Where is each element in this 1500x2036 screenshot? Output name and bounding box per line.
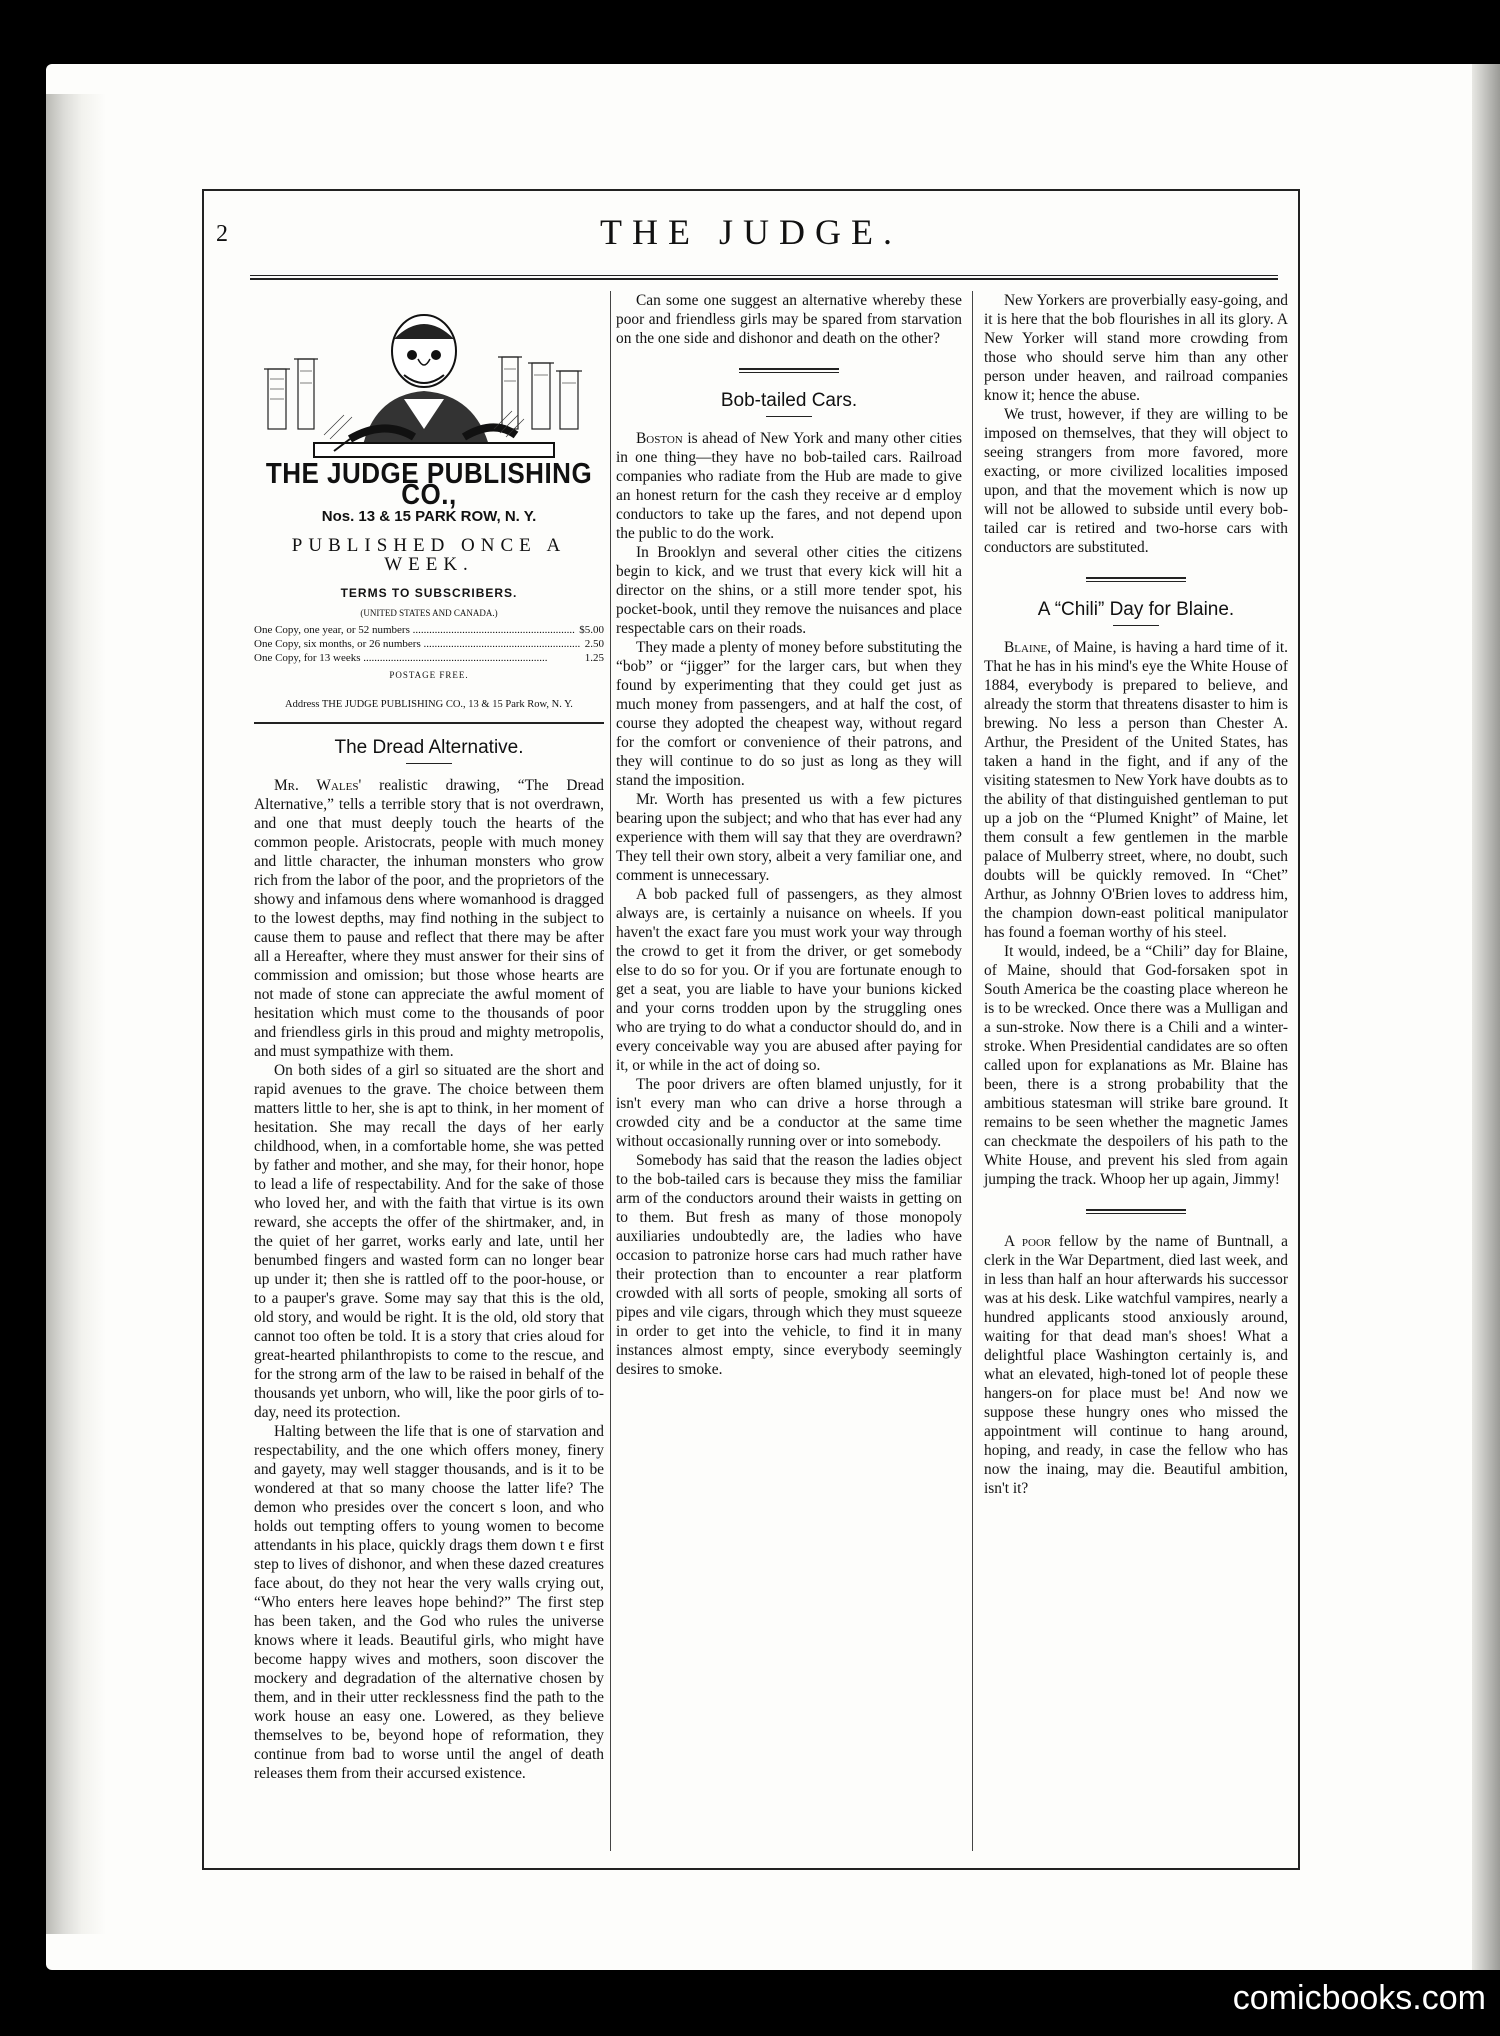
article-paragraph: New Yorkers are proverbially easy-going, and it is here that the bob flourishes in all its glory. A New Yorker will stand more crowding from those who should serve him than any other person under heaven, and railroad companies know it; hence the abuse. <box>984 292 1288 404</box>
article-paragraph: The poor drivers are often blamed unjustly, for it isn't every man who can drive a horse through a crowded city and be a conductor at the same time without occasionally running over or into somebody. <box>616 1076 962 1150</box>
terms-title: TERMS TO SUBSCRIBERS. <box>340 586 518 600</box>
terms-subtitle: (UNITED STATES AND CANADA.) <box>360 608 498 618</box>
masthead-rule <box>250 275 1278 280</box>
paragraph-text: is ahead of New York and many other cities in one thing—they have no bob-tailed cars. Railroad companies who radiate from the Hub are made to give an honest return for the cash they receive ar d employ conductors to take up the fares, and not depend upon the public to do the work. <box>616 430 962 542</box>
terms-label: One Copy, for 13 weeks ..... <box>254 651 581 665</box>
postage-note: POSTAGE FREE. <box>389 670 469 680</box>
article-paragraph: It would, indeed, be a “Chili” day for Blaine, of Maine, should that God-forsaken spot in South America be the coasting place whereon he is to be wrecked. Once there was a Mulligan and a sun-stroke. Now there is a Chili and a winter-stroke. When Presidential candidates are so often called upon for explanations as Mr. Blaine has been, there is a strong probability that the ambitious statesman will strike bare ground. It remains to be seen whether the magnetic James can checkmate the despoilers of his path to the White House, and prevent his sled from again jumping the track. Whoop her up again, Jimmy! <box>984 943 1288 1188</box>
lead-word: Blaine, <box>1004 639 1052 656</box>
page-edge <box>1472 64 1500 1970</box>
column-3 <box>984 291 1288 1498</box>
headline-dread-alternative: The Dread Alternative. <box>334 737 524 758</box>
article-paragraph: They made a plenty of money before substituting the “bob” or “jigger” for the larger cars, but when they found by experimenting that they could get just as much money from passengers, and at half the cost, of course they adopted the cheapest way, without regard for the comfort or convenience of their patrons, and they will continue to do so just as long as they will stand the imposition. <box>616 639 962 789</box>
headline-chili-day: A “Chili” Day for Blaine. <box>1037 599 1235 620</box>
article-paragraph <box>984 1232 1288 1498</box>
headline-rule <box>766 416 812 417</box>
terms-row <box>254 623 604 637</box>
article-paragraph: Can some one suggest an alternative whereby these poor and friendless girls may be spared from starvation on the one side and dishonor and death on the other? <box>616 292 962 347</box>
paragraph-text: of Maine, is having a hard time of it. That he has in his mind's eye the White House of 1884, everybody is prepared to believe, and already the storm that threatens disaster to him is brewing. No less a person than Chester A. Arthur, the President of the United States, has taken a hand in the fight, and if any of the visiting statesmen to New York have doubts as to the ability of that distinguished gentleman to put up a job on the “Plumed Knight” of Maine, let them consult a few gentlemen in the marble palace of Mulberry street, where, no doubt, such doubts will be quickly removed. In “Chet” Arthur, as Johnny O'Brien loves to address him, the champion down-east political manipulator has found a foeman worthy of his steel. <box>984 639 1288 941</box>
article-paragraph: Somebody has said that the reason the ladies object to the bob-tailed cars is because they miss the familiar arm of the conductors around their waists in getting on to them. But fresh as many of those monopoly auxiliaries undoubtedly are, the ladies who have occasion to patronize horse cars had much rather have their protection than to encounter a rear platform crowded with all sorts of people, smoking all sorts of pipes and vile cigars, through which they must squeeze in order to get into the vehicle, to find it in many instances almost empty, since everybody seemingly desires to smoke. <box>616 1152 962 1378</box>
headline-rule <box>1113 625 1159 626</box>
headline-bobtailed-cars: Bob-tailed Cars. <box>720 390 858 411</box>
column-1 <box>254 291 604 1783</box>
publication-frequency: PUBLISHED ONCE A WEEK. <box>291 535 567 575</box>
headline-rule <box>406 763 452 764</box>
article-paragraph <box>616 429 962 543</box>
masthead: THE JUDGE. <box>600 212 902 252</box>
article-paragraph: Halting between the life that is one of starvation and respectability, and the one which offers money, finery and gayety, may well stagger thousands, and is it to be wondered at that so many choose the latter life? The demon who presides over the concert s loon, and who holds out tempting offers to young women to become attendants in his place, quickly drags them down t e first step to lives of dishonor, and when these dazed creatures face about, do they not hear the very walls crying out, “Who enters here leaves hope behind?” The first step has been taken, and the God who rules the universe knows where it leads. Beautiful girls, who might have become happy wives and mothers, soon discover the mockery and degradation of the alternative chosen by them, and in their utter recklessness find the path to the work house an easy one. Lowered, as they believe themselves to be, beyond hope of reformation, they continue from bad to worse until the angel of death releases them from their accursed existence. <box>254 1423 604 1782</box>
terms-label: One Copy, six months, or 26 numbers ..... <box>254 637 581 651</box>
article-paragraph: Mr. Worth has presented us with a few pictures bearing upon the subject; and who that has ever had any experience with them will say that they are overdrawn? They tell their own story, albeit a very familiar one, and comment is unnecessary. <box>616 791 962 884</box>
binding-shadow <box>46 94 106 1934</box>
lead-word: Boston <box>636 430 683 447</box>
page-frame <box>202 189 1300 1870</box>
column-2 <box>616 291 962 1379</box>
article-paragraph: On both sides of a girl so situated are the short and rapid avenues to the grave. The choice between them matters little to her, she is apt to think, in her moment of hesitation. She may recall the days of her early childhood, when, in a comfortable home, she was petted by father and mother, and she may, for their honor, hope to lead a life of respectability. And for the sake of those who loved her, and with the faith that virtue is its own reward, she accepts the offer of the shirtmaker, and, in the quiet of her garret, works early and late, until her benumbed fingers and wasted form can no longer bear up under it; then she is rattled off to the poor-house, or to a pauper's grave. Some may say that this is the old, old story, and would be right. It is the old, old story that cannot too often be told. It is a story that cries aloud for great-hearted philanthropists to come to the rescue, and for the strong arm of the law to be raised in behalf of the thousands yet unborn, who will, like the poor girls of to-day, need its protection. <box>254 1062 604 1421</box>
terms-row <box>254 637 604 651</box>
editor-illustration <box>254 299 600 459</box>
article-paragraph <box>254 776 604 1061</box>
column-rule <box>610 291 611 1851</box>
article-separator <box>1086 577 1186 582</box>
column-rule <box>972 291 973 1851</box>
lead-word: A poor <box>1004 1233 1052 1250</box>
watermark: comicbooks.com <box>1232 1979 1486 2017</box>
terms-label: One Copy, one year, or 52 numbers ..... <box>254 623 575 637</box>
publisher-address: Nos. 13 & 15 PARK ROW, N. Y. <box>321 508 537 525</box>
terms-row <box>254 651 604 665</box>
article-separator <box>739 368 839 373</box>
lead-word: Mr. Wales' <box>274 777 362 794</box>
article-paragraph: In Brooklyn and several other cities the citizens begin to kick, and we trust that every kick will hit a director on the shins, or a still more tender spot, his pocket-book, until they remove the nuisances and place respectable cars on their roads. <box>616 544 962 637</box>
terms-price: 2.50 <box>584 638 604 650</box>
page-number: 2 <box>216 221 228 247</box>
paragraph-text: realistic drawing, “The Dread Alternative,” tells a terrible story that is not overdrawn, and one that must deeply touch the hearts of the common people. Aristocrats, people with much money and little character, the inhuman monsters who grow rich from the labor of the poor, and the proprietors of the showy and infamous dens where womanhood is dragged to the lowest depths, may find nothing in the subject to cause them to pause and reflect that there may be after all a Hereafter, where they must answer for their sins of commission and omission; but those whose hearts are not made of stone can appreciate the awful moment of hesitation which must come to the thousands of poor and friendless girls in this proud and mighty metropolis, and must sympathize with them. <box>254 777 604 1060</box>
publisher-name: THE JUDGE PUBLISHING CO., <box>265 456 593 511</box>
terms-price: $5.00 <box>579 624 604 636</box>
article-paragraph <box>984 638 1288 942</box>
terms-price: 1.25 <box>584 652 604 664</box>
paragraph-text: fellow by the name of Buntnall, a clerk in the War Department, died last week, and in less than half an hour afterwards his successor was at his desk. Like watchful vampires, nearly a hundred applicants stood anxiously around, waiting for that dead man's shoes! What a delightful place Washington certainly is, and what an elevated, high-toned lot of people these hangers-on for place must be! And now we suppose these hungry ones who missed the appointment will continue to hang around, hoping, and ready, in case the fellow who has now the inaing, may die. Beautiful ambition, isn't it? <box>984 1233 1288 1497</box>
article-separator <box>1086 1209 1186 1214</box>
publisher-address-line: Address THE JUDGE PUBLISHING CO., 13 & 15 Park Row, N. Y. <box>254 695 604 724</box>
article-paragraph: We trust, however, if they are willing to be imposed on themselves, that they will object to seeing strangers from more favored, more exacting, or more civilized localities imposed upon, and that the movement which is now up will not be allowed to subside until every bob-tailed car is retired and two-horse cars with conductors are substituted. <box>984 406 1288 556</box>
article-paragraph: A bob packed full of passengers, as they almost always are, is certainly a nuisance on wheels. If you haven't the exact fare you must work your way through the crowd to get it from the driver, or get somebody else to do so for you. Or if you are fortunate enough to get a seat, you are liable to have your bunions kicked and your corns trodden upon by the struggling ones who are trying to do what a conductor should do, and in every conceivable way you are abused after paying for it, or while in the act of doing so. <box>616 886 962 1074</box>
